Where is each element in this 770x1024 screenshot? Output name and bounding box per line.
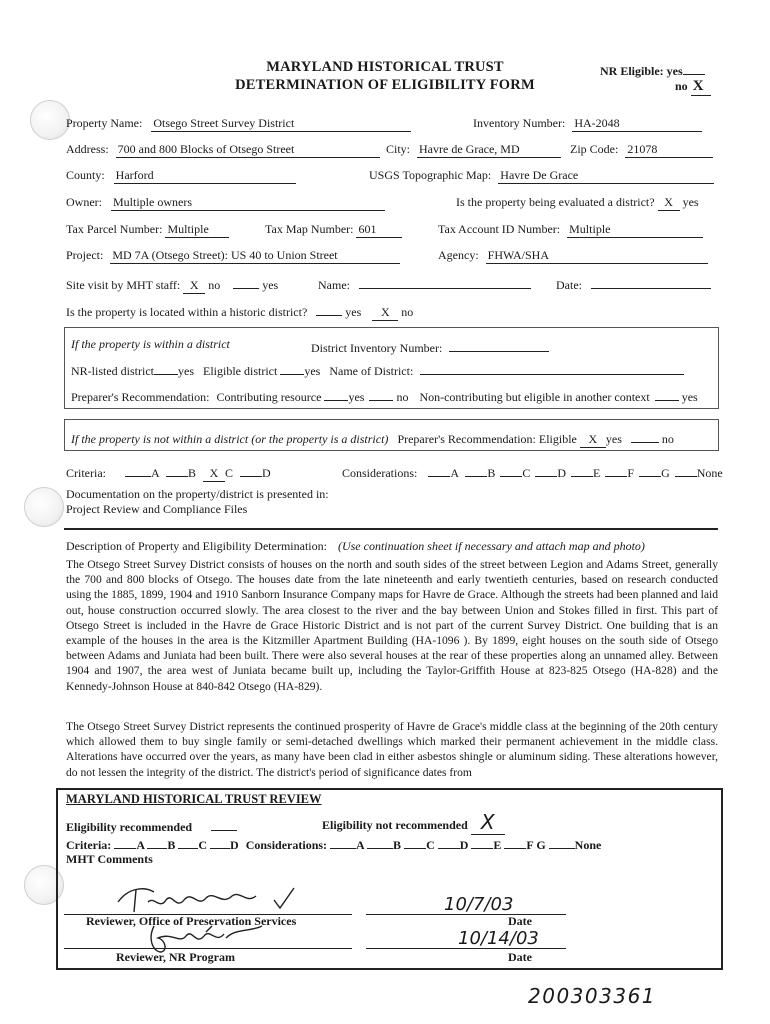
not-within-row: [71, 428, 674, 448]
review-ce: E: [493, 838, 502, 852]
review-cd-blank[interactable]: [438, 834, 460, 849]
inventory-number-field[interactable]: HA-2048: [572, 116, 702, 132]
review-ca: A: [356, 838, 365, 852]
punch-hole-middle: [24, 487, 64, 527]
eligible-no-label: no: [661, 432, 674, 446]
cons-b-blank[interactable]: [465, 462, 487, 477]
zip-label: Zip Code:: [570, 142, 619, 156]
noncontributing-yes: yes: [681, 390, 698, 404]
description-paragraph-2: The Otsego Street Survey District represents the continued prosperity of Havre de Grace's middle class at the beginning of the 20th century which allowed them to buy single family or semi-detached dwellings which marked their permanent achievement in the middle class. Alterations have occurred over the years, as many have been clad in either asbestos shingle or aluminum siding. These alterations however, do not lessen the integrity of the district. The district's period of significance dates from: [66, 720, 718, 779]
considerations-row: [342, 462, 723, 481]
noncontributing-label: Non-contributing but eligible in another context: [419, 390, 650, 404]
contributing-yes-blank[interactable]: [324, 386, 348, 401]
noncontributing-blank[interactable]: [655, 386, 679, 401]
review-b-blank[interactable]: [147, 834, 167, 849]
cons-e: E: [593, 466, 601, 480]
usgs-label: USGS Topographic Map:: [369, 168, 492, 182]
review-heading: MARYLAND HISTORICAL TRUST REVIEW: [66, 792, 322, 806]
tax-parcel-label: Tax Parcel Number:: [66, 222, 163, 236]
review-cg: G: [536, 838, 546, 852]
elig-not-mark[interactable]: X: [471, 810, 505, 835]
mht-review-box: [56, 788, 723, 970]
owner-label: Owner:: [66, 195, 102, 209]
cons-a: A: [450, 466, 459, 480]
review-cf-blank[interactable]: [504, 834, 526, 849]
city-field[interactable]: Havre de Grace, MD: [417, 142, 561, 158]
historic-district-row: [66, 301, 413, 321]
elig-rec-row: [66, 816, 237, 835]
tax-map-row: [265, 222, 402, 238]
eligible-yes-mark[interactable]: X: [580, 432, 606, 448]
nr-eligible-label: NR Eligible:: [600, 64, 664, 78]
project-field[interactable]: MD 7A (Otsego Street): US 40 to Union Street: [110, 248, 400, 264]
date-field[interactable]: [591, 274, 711, 289]
reviewer-2-label: Reviewer, NR Program: [116, 950, 235, 964]
description-label: Description of Property and Eligibility Determination:: [66, 539, 327, 553]
cons-c-blank[interactable]: [500, 462, 522, 477]
date-2-label: Date: [508, 950, 532, 964]
nr-eligible: [600, 60, 705, 79]
district-question-label: Is the property being evaluated a district?: [456, 195, 655, 209]
property-name-row: [66, 116, 411, 132]
elig-not-label: Eligibility not recommended: [322, 818, 468, 832]
site-visit-yes-label: yes: [262, 278, 279, 292]
cons-a-blank[interactable]: [428, 462, 450, 477]
tax-account-row: [438, 222, 703, 238]
historic-yes-label: yes: [345, 305, 362, 319]
not-within-district-box: [64, 419, 719, 451]
nr-eligible-no-mark[interactable]: X: [691, 78, 711, 96]
county-label: County:: [66, 168, 105, 182]
date-1-label: Date: [508, 914, 532, 928]
name-label: Name:: [318, 278, 350, 292]
elig-not-row: [322, 810, 505, 835]
owner-row: [66, 195, 385, 211]
inventory-number-row: [473, 116, 702, 132]
site-visit-label: Site visit by MHT staff:: [66, 278, 181, 292]
name-field[interactable]: [359, 274, 531, 289]
review-cb: B: [393, 838, 402, 852]
county-row: [66, 168, 296, 184]
review-considerations-label: Considerations:: [245, 838, 328, 852]
review-c: C: [198, 838, 208, 852]
review-d: D: [230, 838, 239, 852]
historic-question-label: Is the property is located within a historic district?: [66, 305, 308, 319]
date-2-value: 10/14/03: [458, 928, 539, 949]
site-visit-yes-blank[interactable]: [233, 274, 259, 289]
district-yes-mark[interactable]: X: [658, 195, 680, 211]
date-row: [556, 274, 711, 293]
cons-d-blank[interactable]: [535, 462, 557, 477]
review-b: B: [167, 838, 176, 852]
review-c-blank[interactable]: [178, 834, 198, 849]
cons-b: B: [487, 466, 496, 480]
review-cf: F: [526, 838, 534, 852]
address-row: [66, 142, 380, 158]
tax-map-field[interactable]: 601: [356, 222, 402, 238]
owner-field[interactable]: Multiple owners: [111, 195, 385, 211]
inventory-number-label: Inventory Number:: [473, 116, 566, 130]
agency-label: Agency:: [438, 248, 479, 262]
cons-none: None: [696, 466, 723, 480]
criteria-d: D: [262, 466, 271, 480]
criteria-b: B: [188, 466, 197, 480]
name-row: [318, 274, 531, 293]
reviewer-1-label: Reviewer, Office of Preservation Services: [86, 914, 297, 928]
cons-g-blank[interactable]: [639, 462, 661, 477]
date-1-line: [366, 914, 566, 915]
site-visit-no-mark[interactable]: X: [183, 278, 205, 294]
cons-g: G: [661, 466, 670, 480]
criteria-row: [66, 462, 271, 482]
tax-map-label: Tax Map Number:: [265, 222, 354, 236]
contributing-no: no: [396, 390, 409, 404]
review-a: A: [136, 838, 145, 852]
criteria-a: A: [150, 466, 159, 480]
site-visit-no-label: no: [208, 278, 221, 292]
not-within-heading: If the property is not within a district (or the property is a district): [71, 432, 389, 446]
county-field[interactable]: Harford: [114, 168, 296, 184]
cons-none-blank[interactable]: [675, 462, 697, 477]
nr-eligible-yes: yes: [666, 64, 683, 78]
considerations-label: Considerations:: [342, 466, 418, 480]
criteria-a-blank[interactable]: [125, 462, 151, 477]
cons-e-blank[interactable]: [571, 462, 593, 477]
date-1-value: 10/7/03: [444, 894, 514, 915]
contributing-no-blank[interactable]: [369, 386, 393, 401]
district-inventory-field[interactable]: [449, 337, 549, 352]
elig-rec-label: Eligibility recommended: [66, 820, 193, 834]
nr-eligible-no: [675, 78, 711, 96]
district-inventory-label: District Inventory Number:: [311, 341, 443, 355]
criteria-d-blank[interactable]: [240, 462, 262, 477]
eligible-district-label: Eligible district: [203, 364, 278, 378]
reviewer-2-line: [64, 948, 352, 949]
name-of-district-label: Name of District:: [329, 364, 414, 378]
usgs-row: [369, 168, 714, 184]
review-d-blank[interactable]: [210, 834, 230, 849]
zip-field[interactable]: 21078: [625, 142, 713, 158]
cons-c: C: [522, 466, 531, 480]
review-cd: D: [459, 838, 469, 852]
elig-rec-blank[interactable]: [211, 816, 237, 831]
criteria-label: Criteria:: [66, 466, 106, 480]
description-paragraph-1: The Otsego Street Survey District consists of houses on the north and south sides of the street between Legion and Adams Street, generally the 700 and 800 blocks of Otsego. The houses date from the late nineteenth and early twentieth centuries, based on research conducted using the 1885, 1899, 1904 and 1910 Sanborn Insurance Company maps for Havre de Grace. Although the streets had been planned and laid out, house construction occurred slowly. The area closest to the river and the bay between Union and Stokes filled in first. This part of Otsego Street is included in the Havre de Grace Historic District and is not part of the current Survey District. One building that is an example of the houses in the area is the Kitzmiller Apartment Building (HA-1096 ). By 1899, eight houses on the south side of Otsego between Adams and Juniata had been built. There were also several houses at the rear of these properties along an unnamed alley. Between 1904 and 1907, the area west of Juniata became built up, including the Taylor-Griffith House at 823-825 Otsego (HA-828) and the Kennedy-Johnson House at 840-842 Otsego (HA-829).: [66, 558, 718, 693]
within-prep-rec-row: [71, 386, 698, 405]
address-field[interactable]: 700 and 800 Blocks of Otsego Street: [116, 142, 380, 158]
date-label: Date:: [556, 278, 582, 292]
property-name-field[interactable]: Otsego Street Survey District: [151, 116, 411, 132]
description-instruction: (Use continuation sheet if necessary and attach map and photo): [337, 539, 645, 553]
district-question-row: [456, 195, 699, 211]
project-label: Project:: [66, 248, 104, 262]
historic-no-label: no: [401, 305, 414, 319]
zip-row: [570, 142, 713, 158]
within-district-box: [64, 327, 719, 409]
within-district-heading: If the property is within a district: [71, 337, 230, 351]
eligible-district-yes: yes: [304, 364, 321, 378]
reviewer-1-signature: [114, 882, 304, 916]
eligible-yes-label: yes: [605, 432, 622, 446]
tax-parcel-field[interactable]: Multiple: [165, 222, 229, 238]
agency-row: [438, 248, 708, 264]
project-row: [66, 248, 400, 264]
district-yes-label: yes: [682, 195, 699, 209]
review-none-blank[interactable]: [549, 834, 575, 849]
review-criteria-label: Criteria:: [66, 838, 112, 852]
tax-account-field[interactable]: Multiple: [567, 222, 703, 238]
review-ce-blank[interactable]: [471, 834, 493, 849]
nr-listed-yes: yes: [178, 364, 194, 378]
documentation-label: Documentation on the property/district is presented in:: [66, 487, 329, 501]
cons-f-blank[interactable]: [605, 462, 627, 477]
tax-account-label: Tax Account ID Number:: [438, 222, 561, 236]
review-cc: C: [426, 838, 435, 852]
review-ca-blank[interactable]: [330, 834, 356, 849]
date-2-line: [366, 948, 566, 949]
punch-hole-top: [30, 100, 70, 140]
review-cc-blank[interactable]: [404, 834, 426, 849]
criteria-b-blank[interactable]: [166, 462, 188, 477]
criteria-c-mark[interactable]: X: [203, 466, 225, 482]
contributing-yes: yes: [348, 390, 365, 404]
contributing-label: Contributing resource: [216, 390, 322, 404]
address-label: Address:: [66, 142, 109, 156]
usgs-field[interactable]: Havre De Grace: [498, 168, 714, 184]
form-title-line1: MARYLAND HISTORICAL TRUST: [266, 59, 504, 75]
section-divider: [64, 528, 718, 530]
criteria-c: C: [225, 466, 234, 480]
cons-d: D: [557, 466, 567, 480]
cons-f: F: [627, 466, 635, 480]
documentation-value: Project Review and Compliance Files: [66, 502, 248, 516]
document-number: 200303361: [528, 984, 657, 1008]
site-visit-row: [66, 274, 278, 294]
mht-comments-label: MHT Comments: [66, 852, 153, 866]
city-label: City:: [386, 142, 411, 156]
review-a-blank[interactable]: [114, 834, 136, 849]
form-title-line2: DETERMINATION OF ELIGIBILITY FORM: [235, 77, 535, 93]
review-none: None: [574, 838, 602, 852]
property-name-label: Property Name:: [66, 116, 143, 130]
eligible-no-blank[interactable]: [631, 428, 659, 443]
district-inventory-row: [311, 337, 549, 356]
city-row: [386, 142, 561, 158]
nr-eligible-no-label: no: [675, 79, 688, 93]
nr-eligible-yes-blank[interactable]: [683, 60, 705, 75]
nr-listed-row: [71, 360, 684, 379]
description-heading: [66, 539, 645, 554]
historic-no-mark[interactable]: X: [372, 305, 398, 321]
nr-listed-label: NR-listed district: [71, 364, 154, 378]
tax-parcel-row: [66, 222, 229, 238]
historic-yes-blank[interactable]: [316, 301, 342, 316]
eligible-district-blank[interactable]: [280, 360, 304, 375]
name-of-district-field[interactable]: [420, 360, 684, 375]
not-within-prep-rec-label: Preparer's Recommendation: Eligible: [397, 432, 577, 446]
agency-field[interactable]: FHWA/SHA: [486, 248, 708, 264]
review-criteria-row: [66, 834, 601, 853]
review-cb-blank[interactable]: [367, 834, 393, 849]
nr-listed-blank[interactable]: [154, 360, 178, 375]
within-prep-rec-label: Preparer's Recommendation:: [71, 390, 210, 404]
